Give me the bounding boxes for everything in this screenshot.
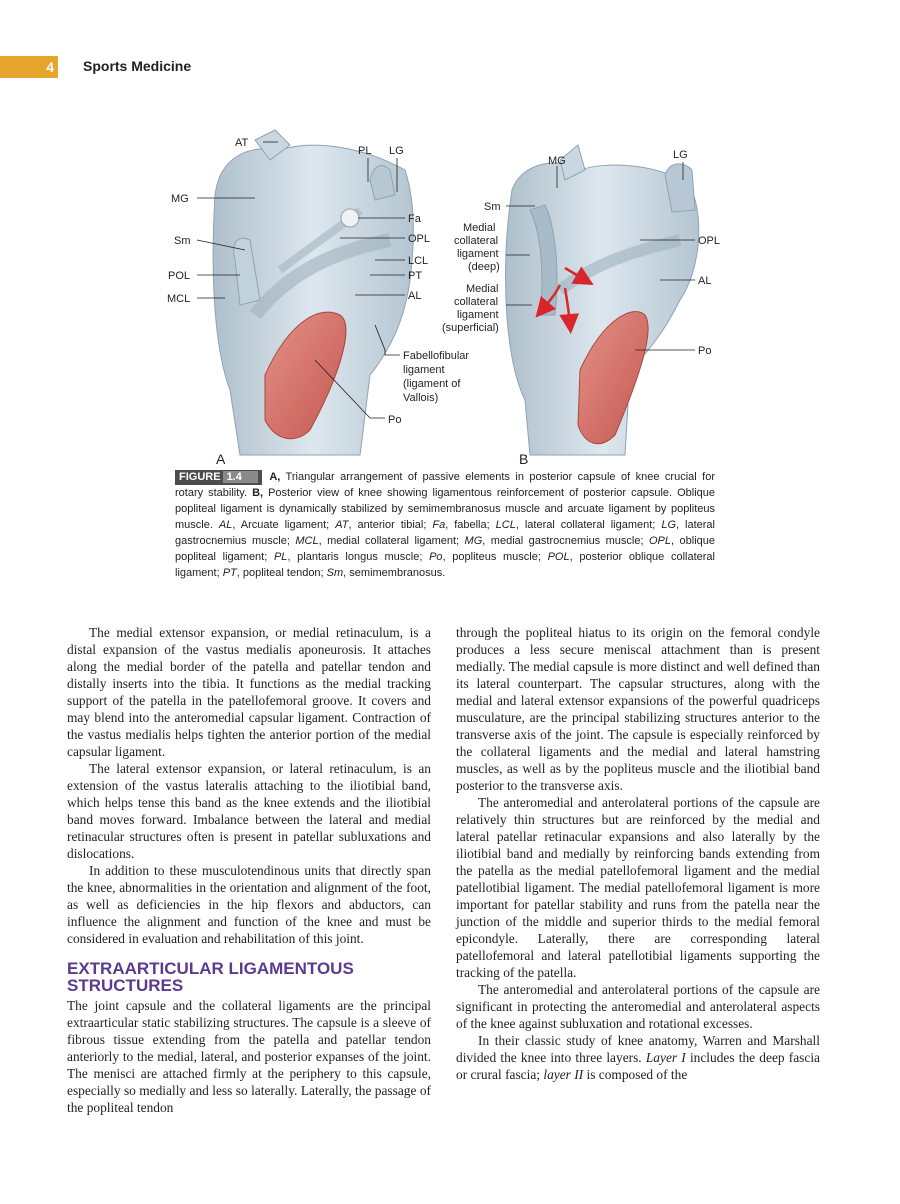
paragraph: The lateral extensor expansion, or lateral retinaculum, is an extension of the vastus lateralis attaching to the iliotibial band, which helps tense this band as the knee extends and the iliotibial band moves forward. Imbalance between the lateral and medial retinacular structures often is present in patellar subluxations and dislocations. [67, 761, 431, 861]
label-b-sm: Sm [484, 201, 501, 213]
right-column [456, 624, 820, 1083]
caption-segment: , plantaris longus muscle; [287, 551, 430, 563]
caption-segment: OPL [649, 535, 672, 547]
panel-b-letter: B [519, 451, 529, 467]
caption-segment: , medial collateral ligament; [318, 535, 465, 547]
paragraph: through the popliteal hiatus to its origin on the femoral condyle produces a less secure meniscal attachment than is present medially. The medial capsule is more distinct and well defined than its lateral counterpart. The capsular structures, along with the medial and lateral extensor expansions of the powerful quadriceps musculature, are the principal stabilizing structures anterior to the transverse axis of the joint. The capsule is especially reinforced by the collateral ligaments and the medial and lateral hamstring muscles, as well as by the popliteus muscle and the iliotibial band posterior to the transverse axis. [456, 625, 820, 793]
paragraph-text: In their classic study of knee anatomy, Warren and Marshall divided the knee into three layers. [456, 1033, 820, 1065]
page-number: 4 [0, 56, 58, 78]
caption-segment: Po [429, 551, 443, 563]
label-a-at: AT [235, 137, 249, 149]
figure-badge [175, 470, 262, 485]
label-b-mcl-sup-1: Medial [466, 283, 499, 295]
label-b-mg: MG [548, 155, 566, 167]
caption-segment: Sm [326, 567, 344, 579]
panel-a-illustration [167, 130, 469, 467]
label-b-lg: LG [673, 149, 688, 161]
layer-term: layer II [543, 1067, 584, 1082]
panel-a-letter: A [216, 451, 226, 467]
label-a-pol: POL [168, 270, 191, 282]
caption-segment: , popliteus muscle; [442, 551, 548, 563]
label-a-opl: OPL [408, 233, 431, 245]
caption-segment: , fabella; [445, 519, 496, 531]
label-a-fabellofibular-4: Vallois) [403, 392, 439, 404]
label-a-lg: LG [389, 145, 404, 157]
caption-segment: , popliteal tendon; [236, 567, 327, 579]
label-a-sm: Sm [174, 235, 191, 247]
caption-segment: , Arcuate ligament; [232, 519, 336, 531]
label-a-pl: PL [358, 145, 372, 157]
caption-segment: PT [222, 567, 237, 579]
paragraph: The anteromedial and anterolateral portions of the capsule are significant in protecting the anteromedial and anterolateral aspects of the knee against subluxation and rotational excesses. [456, 982, 820, 1031]
paragraph-text: includes the deep fascia or crural fascia; [456, 1050, 820, 1082]
label-a-fa: Fa [408, 213, 421, 225]
caption-segment: AT [335, 519, 349, 531]
label-b-mcl-sup-3: ligament [457, 309, 499, 321]
caption-segment: , oblique popliteal ligament; [175, 535, 716, 563]
label-b-opl: OPL [698, 235, 721, 247]
label-b-mcl-sup-4: (superficial) [442, 322, 499, 334]
label-a-fabellofibular-3: (ligament of [403, 378, 461, 390]
paragraph-text: is composed of the [583, 1067, 688, 1082]
running-head: Sports Medicine [83, 58, 192, 74]
paragraph: The medial extensor expansion, or medial retinaculum, is a distal expansion of the vastus medialis aponeurosis. It attaches along the medial border of the patella and patellar tendon and distally inserts into the tibia. It functions as the medial tracking support of the patella in the patellofemoral groove. It covers and may blend into the anteromedial capsular ligament. Contraction of the vastus medialis helps tighten the anterior portion of the medial capsular ligament. [67, 625, 431, 759]
caption-segment: , semimembranosus. [343, 567, 446, 579]
caption-segment: , lateral collateral ligament; [515, 519, 662, 531]
label-a-pt: PT [408, 270, 423, 282]
caption-segment: MG [464, 535, 483, 547]
label-b-mcl-deep-1: Medial [463, 222, 496, 234]
layer-term: Layer I [645, 1050, 686, 1065]
paragraph: In addition to these musculotendinous units that directly span the knee, abnormalities in the orientation and alignment of the foot, as well as deficiencies in the hip flexors and abductors, can influence the alignment and function of the knee and must be considered in evaluation and rehabilitation of this joint. [67, 863, 431, 946]
label-a-fabellofibular-1: Fabellofibular [403, 350, 470, 362]
caption-segment: , medial gastrocnemius muscle; [482, 535, 649, 547]
caption-segment: MCL [295, 535, 319, 547]
caption-segment: B, [252, 487, 264, 499]
label-b-mcl-deep-3: ligament [457, 248, 499, 260]
caption-segment: Posterior view of knee showing ligamentous reinforcement of posterior capsule. Oblique popliteal ligament is dynamically stabilized by semimembranosus muscle and arcuate ligament by popliteus muscle. [175, 487, 715, 531]
label-b-mcl-deep-4: (deep) [468, 261, 500, 273]
figure-1-4 [160, 100, 740, 470]
caption-segment: LCL [495, 519, 516, 531]
caption-segment: , posterior oblique collateral ligament; [175, 551, 715, 579]
paragraph: The anteromedial and anterolateral portions of the capsule are relatively thin structures but are reinforced by the medial and lateral patellar retinacular expansions and also laterally by the iliotibial band and medially by reinforcing bands extending from the patella as the medial patellofemoral ligament and the medial patellotibial ligament. The medial patellofemoral ligament is more important for patellar stability and runs from the patella near the junction of the middle and superior thirds to the medial femoral epicondyle. Laterally, there are corresponding lateral patellofemoral and lateral patellotibial ligaments supporting the tracking of the patella. [456, 795, 820, 980]
section-heading: EXTRAARTICULAR LIGAMENTOUS STRUCTURES [67, 959, 354, 995]
caption-segment: , lateral gastrocnemius muscle; [175, 519, 715, 547]
caption-segment: , anterior tibial; [348, 519, 433, 531]
caption-segment: AL [218, 519, 233, 531]
panel-b-illustration [442, 145, 720, 467]
label-a-po: Po [388, 414, 402, 426]
knee-anatomy-illustration [160, 100, 740, 470]
label-a-fabellofibular-2: ligament [403, 364, 445, 376]
paragraph [456, 1032, 820, 1083]
caption-segment: Fa [432, 519, 446, 531]
caption-segment: A, [269, 471, 281, 483]
figure-badge-number: 1.4 [223, 471, 258, 483]
label-b-mcl-sup-2: collateral [454, 296, 499, 308]
label-a-mcl: MCL [167, 293, 191, 305]
caption-segment: POL [547, 551, 570, 563]
label-b-mcl-deep-2: collateral [454, 235, 499, 247]
label-b-al: AL [698, 275, 712, 287]
caption-segment: Triangular arrangement of passive elements in posterior capsule of knee crucial for rotary stability. [175, 471, 715, 499]
paragraph: The joint capsule and the collateral ligaments are the principal extraarticular static stabilizing structures. The capsule is a sleeve of fibrous tissue extending from the patella and patellar tendon anteriorly to the medial, lateral, and posterior expanses of the joint. The menisci are attached firmly at the periphery to this capsule, especially so medially and less so laterally. Laterally, the passage of the popliteal tendon [67, 998, 431, 1115]
left-column [67, 624, 431, 1116]
label-a-lcl: LCL [408, 255, 429, 267]
figure-badge-word: FIGURE [179, 471, 221, 483]
caption-segment: LG [661, 519, 677, 531]
caption-segment: PL [273, 551, 288, 563]
label-a-mg: MG [171, 193, 189, 205]
label-a-al: AL [408, 290, 422, 302]
caption-text [175, 471, 715, 579]
label-b-po: Po [698, 345, 712, 357]
figure-caption [175, 469, 715, 581]
